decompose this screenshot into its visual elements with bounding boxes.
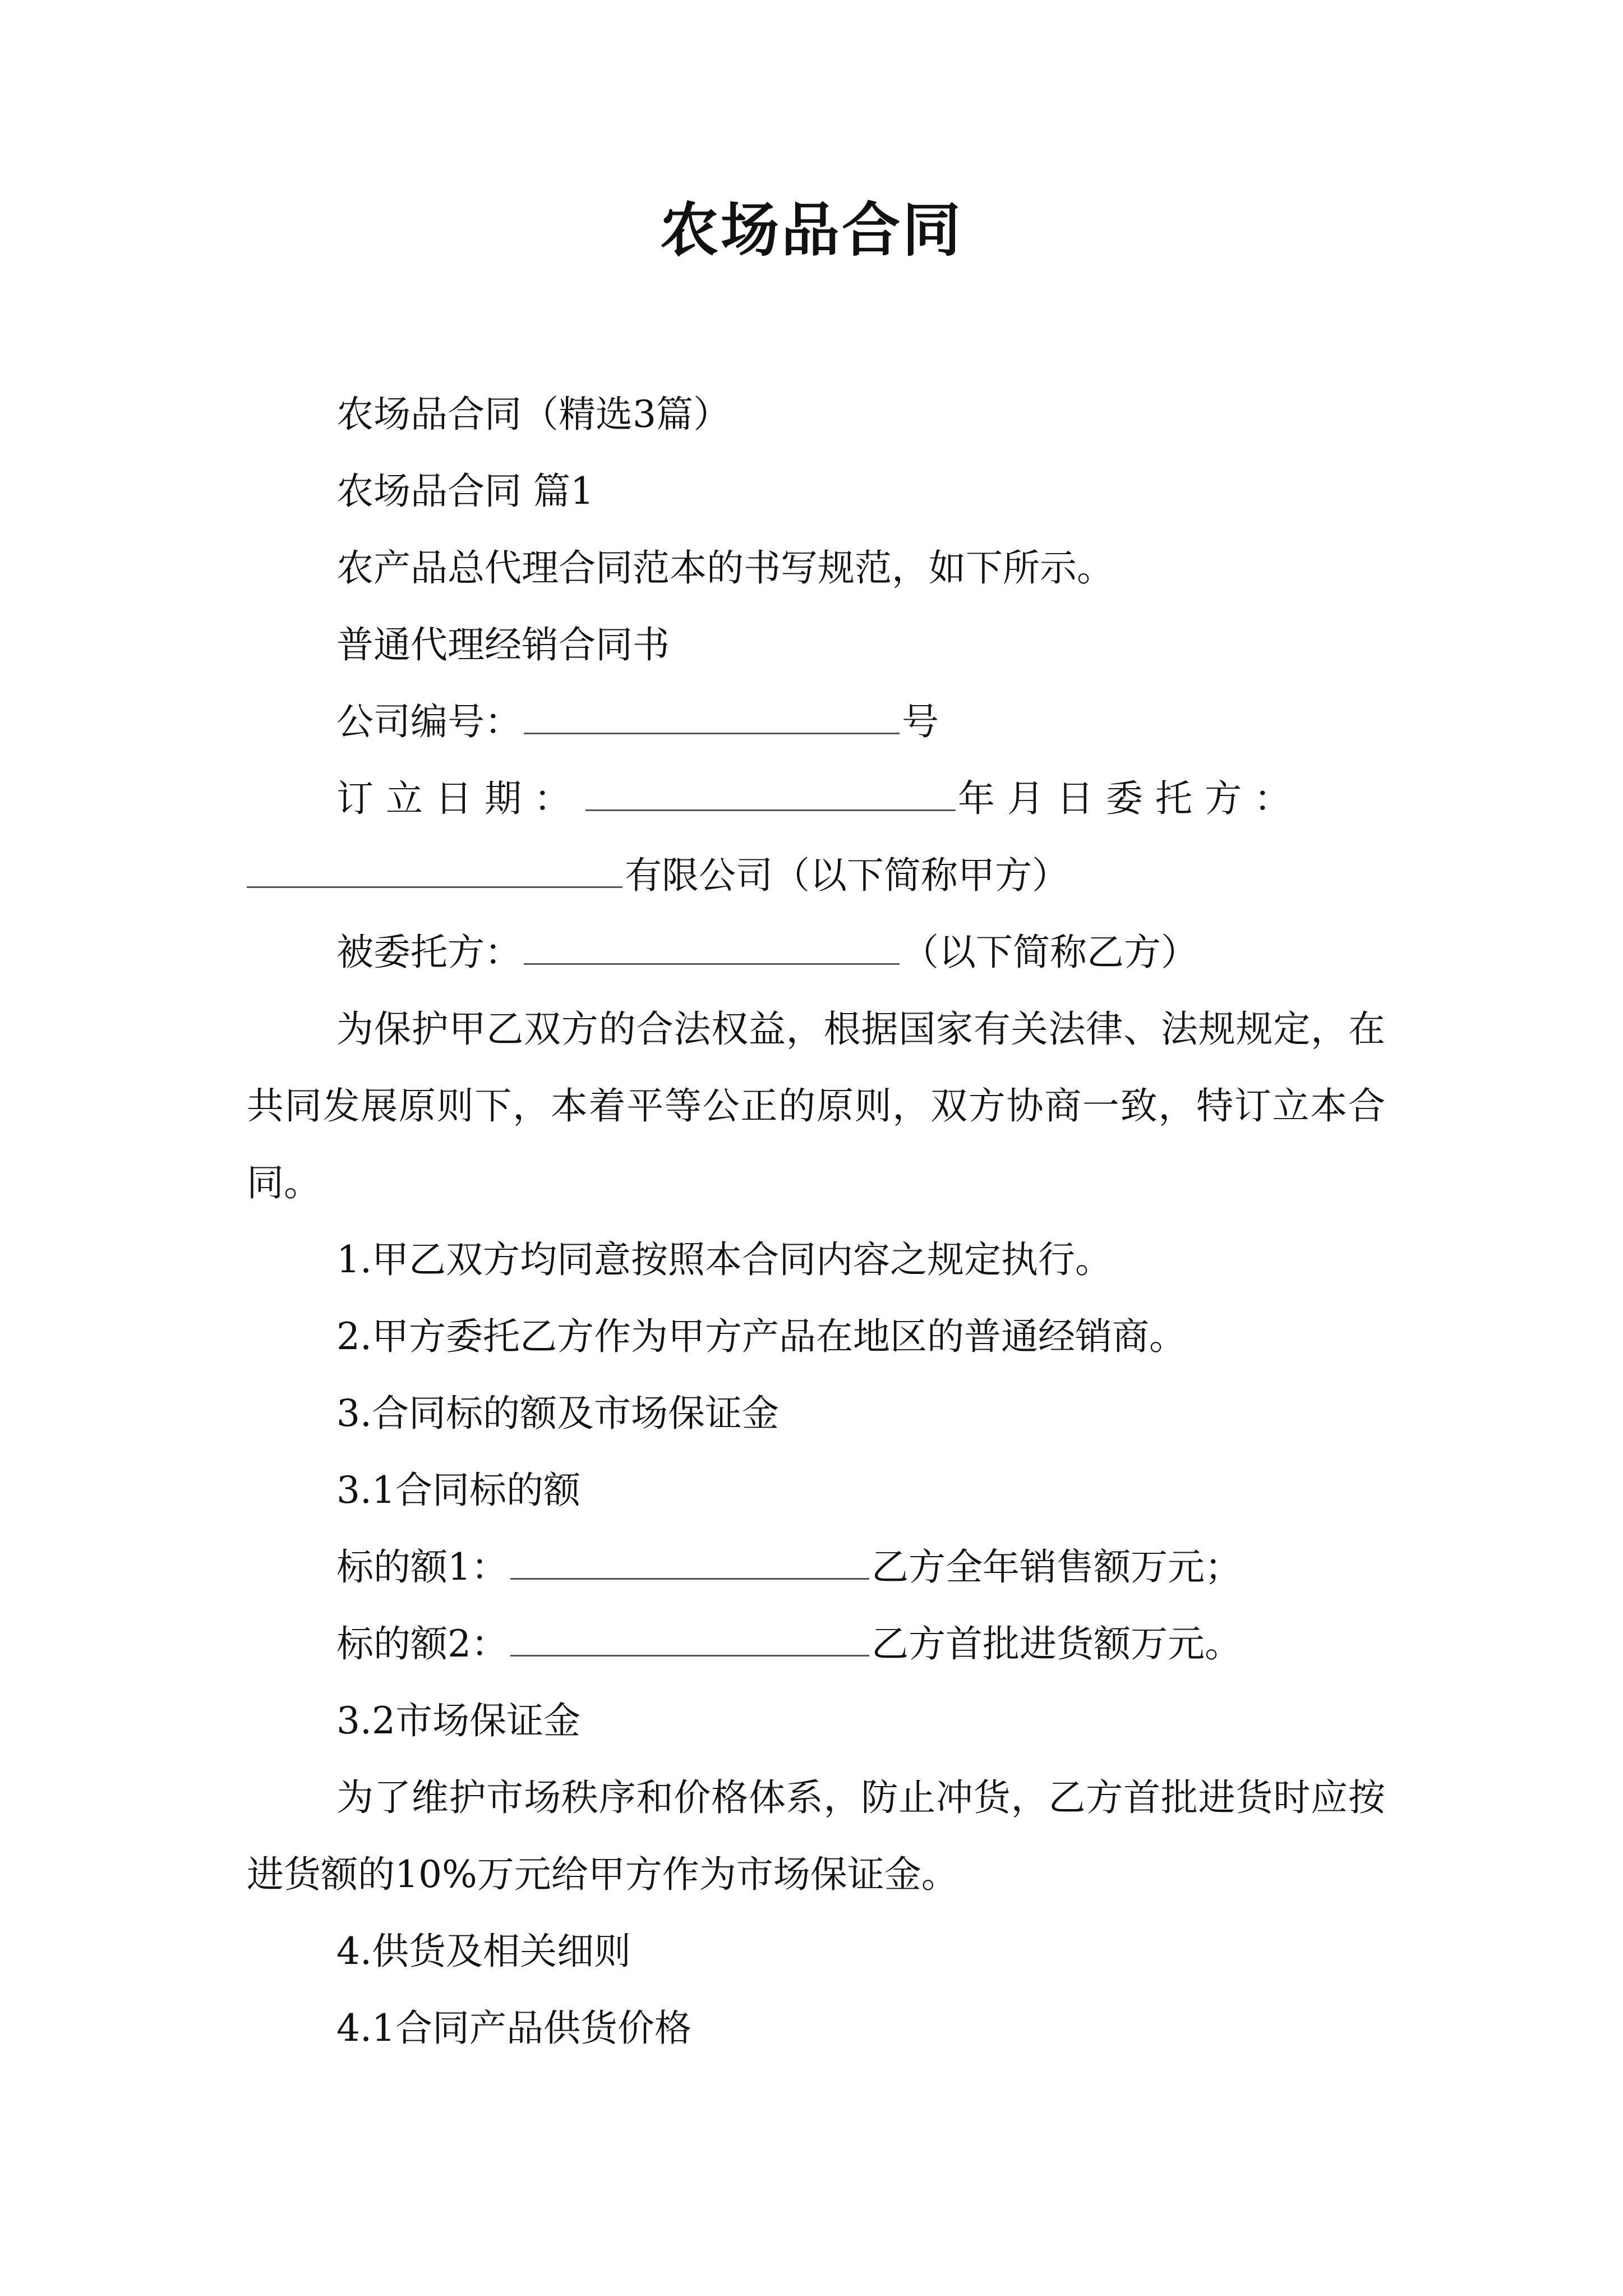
amount-2-blank <box>510 1621 869 1657</box>
paragraph-contract-name: 普通代理经销合同书 <box>336 623 670 666</box>
sign-date-line <box>247 760 1385 837</box>
amount-1-blank <box>510 1544 869 1580</box>
company-number-suffix: 号 <box>902 700 939 743</box>
paragraph-section-heading: 农场品合同 篇1 <box>336 470 594 513</box>
party-b-suffix: （以下简称乙方） <box>902 931 1198 974</box>
amount-2-suffix: 乙方首批进货额万元。 <box>872 1622 1242 1665</box>
paragraph-intro: 农产品总代理合同范本的书写规范，如下所示。 <box>336 546 1114 590</box>
party-a-line <box>247 837 1385 914</box>
amount-1-label: 标的额1： <box>336 1545 508 1589</box>
paragraph-subtitle: 农场品合同（精选3篇） <box>336 393 730 436</box>
clause-1: 1.甲乙双方均同意按照本合同内容之规定执行。 <box>336 1238 1112 1281</box>
clause-2: 2.甲方委托乙方作为甲方产品在地区的普通经销商。 <box>336 1315 1186 1358</box>
amount-2-label: 标的额2： <box>336 1622 508 1665</box>
clause-4-heading: 4.供货及相关细则 <box>336 1930 631 1973</box>
company-number-line <box>247 683 1385 760</box>
party-b-blank <box>524 930 900 965</box>
clause-3-1-heading: 3.1合同标的额 <box>336 1469 580 1512</box>
clause-3-2-heading: 3.2市场保证金 <box>336 1699 580 1742</box>
clause-3-heading: 3.合同标的额及市场保证金 <box>336 1392 779 1435</box>
party-a-suffix: 有限公司（以下简称甲方） <box>625 854 1069 897</box>
company-number-label: 公司编号： <box>336 700 522 743</box>
paragraph-deposit: 为了维护市场秩序和价格体系，防止冲货，乙方首批进货时应按进货额的10%万元给甲方作为市场保证金。 <box>247 1776 1385 1896</box>
document-body <box>247 376 1385 2067</box>
document-title: 农场品合同 <box>660 195 963 264</box>
sign-date-suffix: 年月日委托方： <box>958 777 1303 820</box>
company-number-blank <box>524 699 900 734</box>
party-b-line <box>247 914 1385 991</box>
amount-1-suffix: 乙方全年销售额万元； <box>872 1545 1242 1589</box>
amount-1-line <box>247 1529 1385 1605</box>
amount-2-line <box>247 1605 1385 1682</box>
paragraph-purpose: 为保护甲乙双方的合法权益，根据国家有关法律、法规规定，在共同发展原则下，本着平等公正的原则，双方协商一致，特订立本合同。 <box>247 1007 1385 1204</box>
party-a-blank <box>247 853 623 888</box>
clause-4-1-heading: 4.1合同产品供货价格 <box>336 2007 691 2050</box>
party-b-label: 被委托方： <box>336 931 522 974</box>
sign-date-label: 订立日期： <box>336 777 583 820</box>
sign-date-blank <box>585 776 956 811</box>
